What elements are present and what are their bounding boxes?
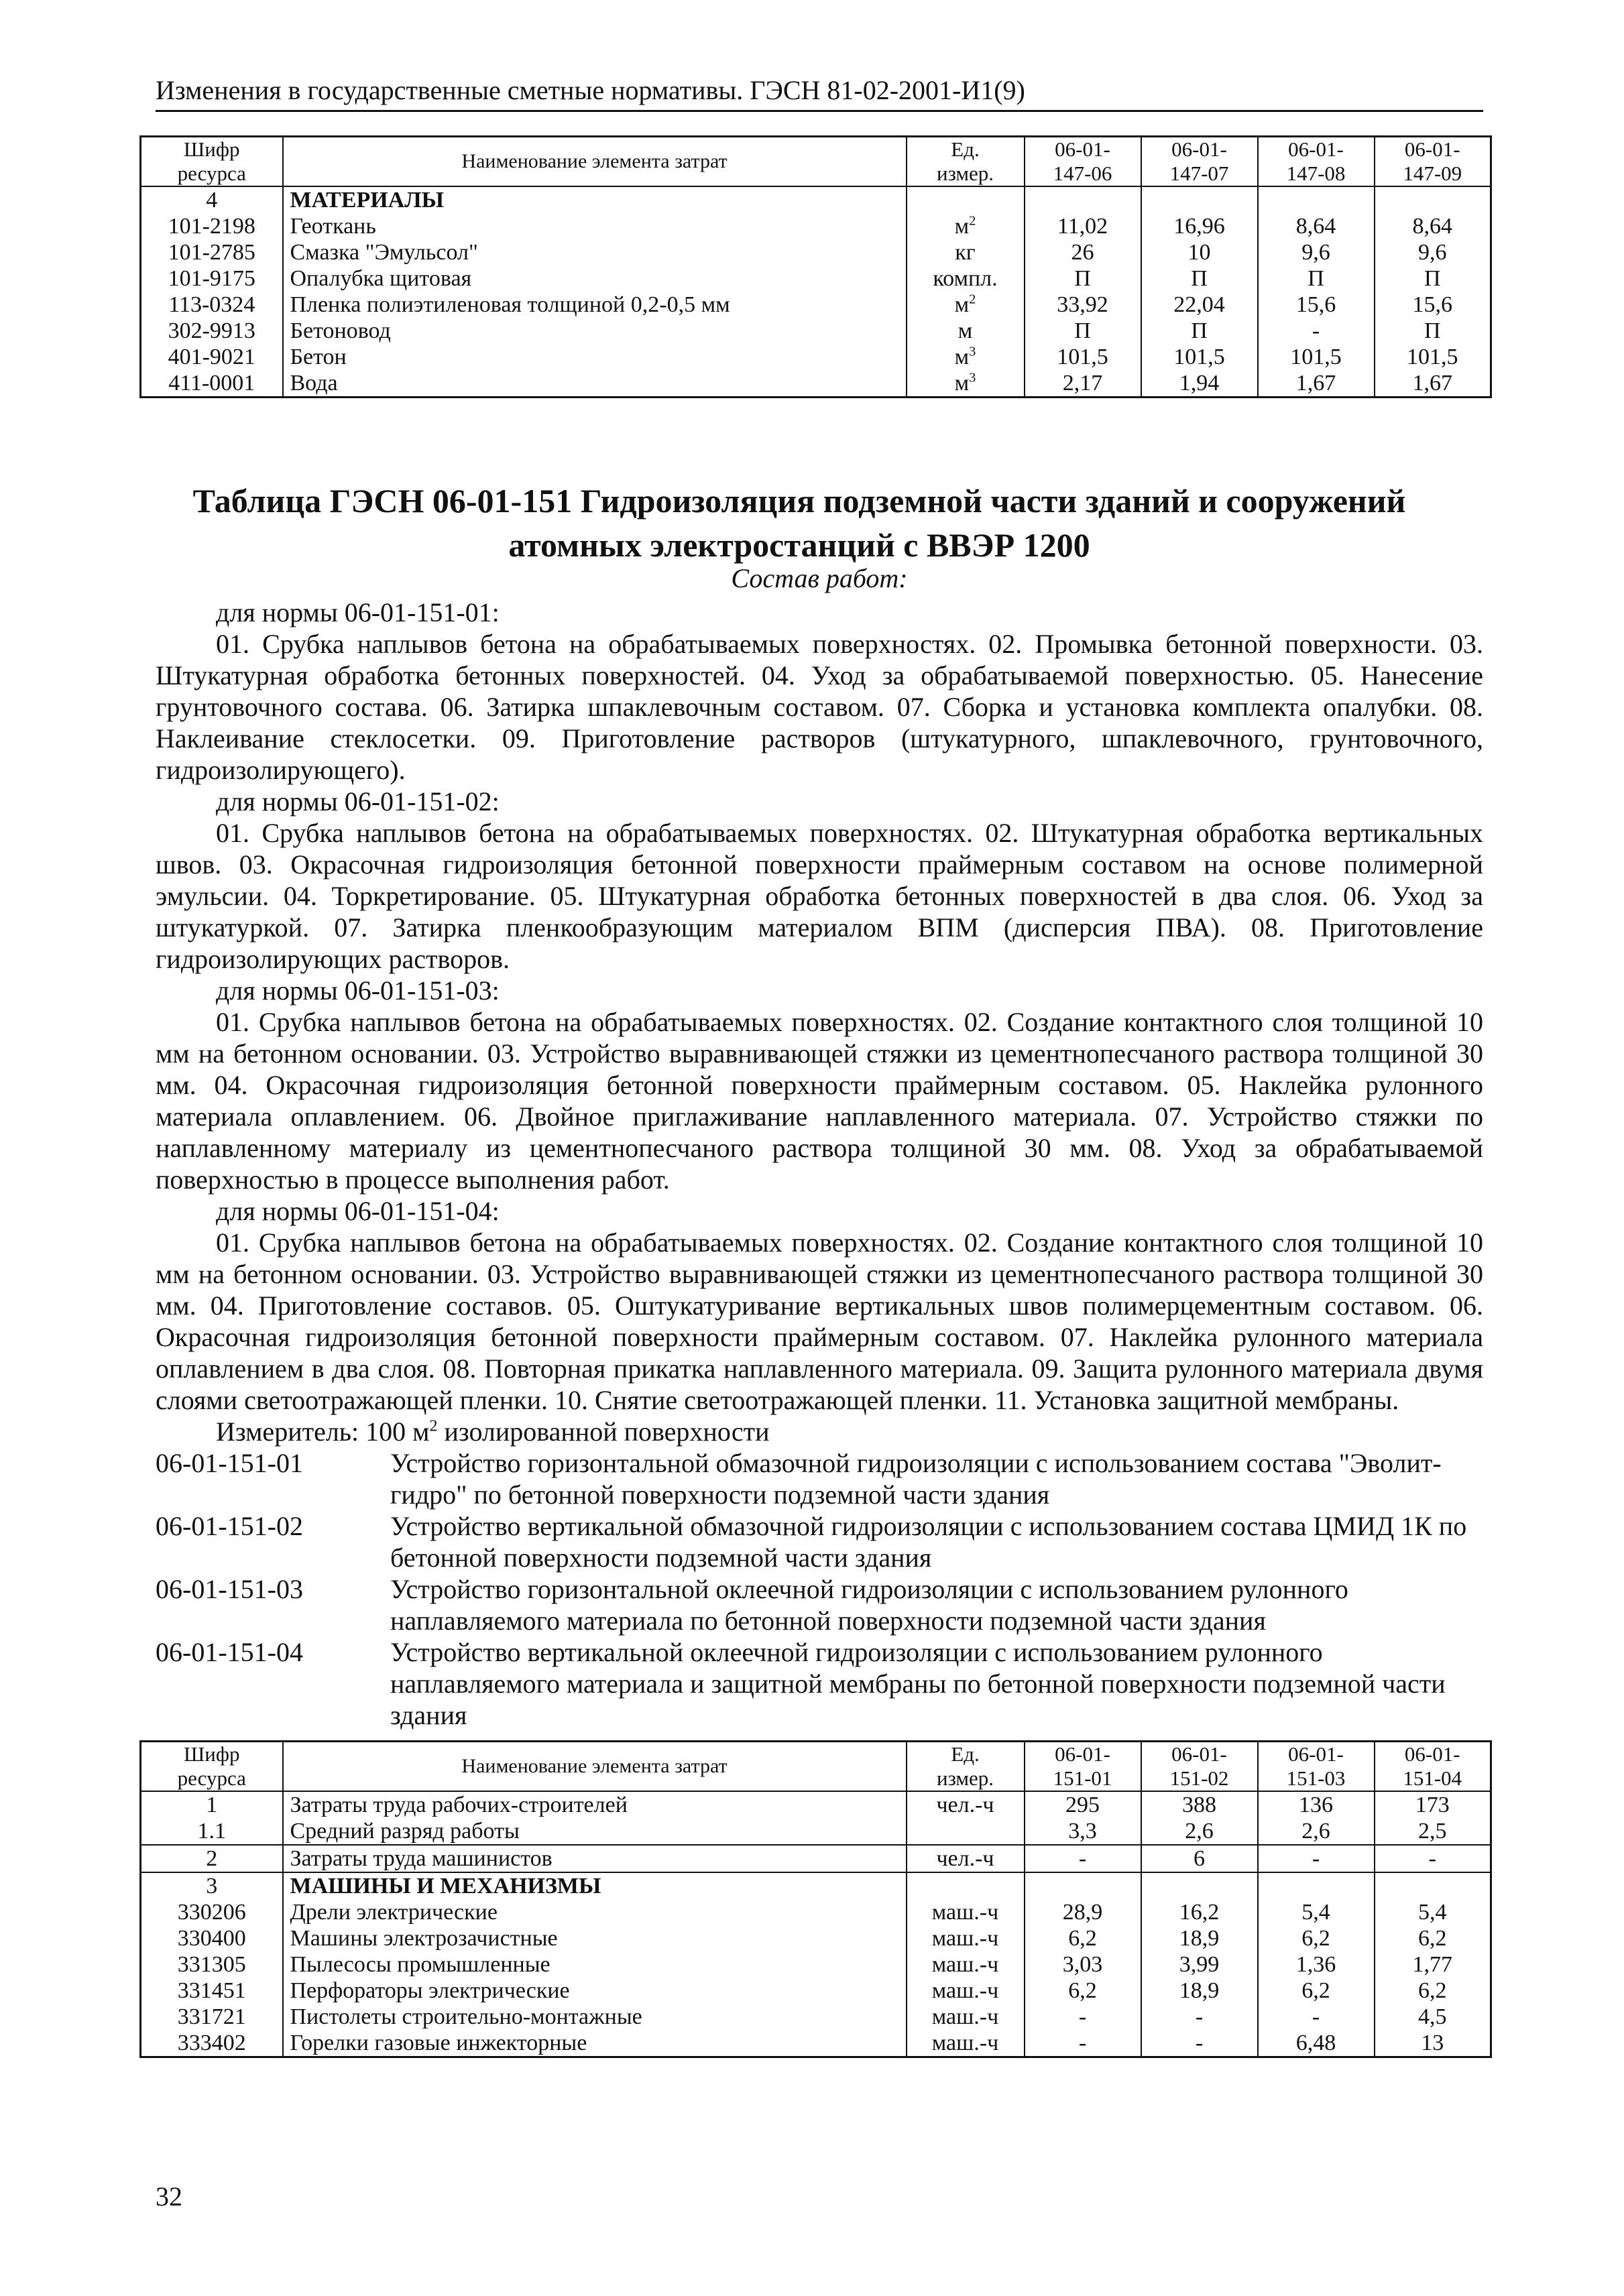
norm-value: 173 <box>1375 1791 1491 1818</box>
norm-value <box>1025 1872 1141 1899</box>
table-row <box>141 318 1491 344</box>
table-row <box>141 344 1491 370</box>
works-paragraph: 01. Срубка наплывов бетона на обрабатываемых поверхностях. 02. Создание контактного слоя толщиной 10 мм на бетонном основании. 03. Устройство выравнивающей стяжки из цементнопесчаного раствора толщиной 30 мм. 04. Окрасочная гидроизоляция бетонной поверхности праймерным составом. 05. Наклейка рулонного материала оплавлением. 06. Двойное приглаживание наплавленного материала. 07. Устройство стяжки по наплавленному материалу из цементнопесчаного раствора толщиной 30 мм. 08. Уход за обрабатываемой поверхностью в процессе выполнения работ. <box>156 1007 1483 1195</box>
norm-value: П <box>1141 318 1258 344</box>
norm-value: 2,5 <box>1375 1818 1491 1845</box>
norm-value: 6,2 <box>1258 1925 1375 1951</box>
column-header: 06-01- 151-01 <box>1025 1742 1141 1792</box>
norm-value: - <box>1025 1845 1141 1872</box>
norm-label: для нормы 06-01-151-04: <box>216 1196 500 1226</box>
unit <box>907 1872 1025 1899</box>
table-row <box>141 1951 1491 1978</box>
resources-table <box>139 1740 1492 2058</box>
cost-element-name: Пленка полиэтиленовая толщиной 0,2-0,5 мм <box>283 292 907 318</box>
page-number: 32 <box>156 2181 182 2212</box>
norm-label: для нормы 06-01-151-01: <box>216 597 500 627</box>
norm-value: 1,67 <box>1258 370 1375 398</box>
unit: $м^3$ <box>907 344 1025 370</box>
norm-value: - <box>1141 2004 1258 2030</box>
table-row <box>141 1818 1491 1845</box>
cost-element-name: МАШИНЫ И МЕХАНИЗМЫ <box>283 1872 907 1899</box>
norm-value: 15,6 <box>1375 292 1491 318</box>
resource-code: 333402 <box>141 2030 283 2057</box>
norm-value: 6,2 <box>1025 1978 1141 2004</box>
norm-value <box>1375 1872 1491 1899</box>
norm-code: 06-01-151-01 <box>156 1448 303 1478</box>
resource-code: 3 <box>141 1872 283 1899</box>
norm-description: Устройство горизонтальной обмазочной гидроизоляции с использованием состава "Эволит-гидро" по бетонной поверхности подземной части здания <box>390 1448 1442 1510</box>
cost-element-name: Смазка "Эмульсол" <box>283 239 907 265</box>
norm-row <box>156 1510 1483 1573</box>
column-header: Наименование элемента затрат <box>283 1742 907 1792</box>
norm-row <box>156 1573 1483 1636</box>
norm-value: - <box>1025 2030 1141 2057</box>
table-row <box>141 239 1491 265</box>
resource-code: 101-2785 <box>141 239 283 265</box>
norm-value: П <box>1375 318 1491 344</box>
table-row <box>141 1845 1491 1872</box>
column-header: Шифр ресурса <box>141 1742 283 1792</box>
norm-value: - <box>1258 318 1375 344</box>
norm-value: 10 <box>1141 239 1258 265</box>
cost-element-name: Дрели электрические <box>283 1899 907 1925</box>
norm-value: 1,94 <box>1141 370 1258 398</box>
unit: чел.-ч <box>907 1845 1025 1872</box>
column-header: 06-01- 147-08 <box>1258 137 1375 187</box>
table-title-line-2: атомных электростанций с ВВЭР 1200 <box>508 526 1090 564</box>
resource-code: 302-9913 <box>141 318 283 344</box>
column-header: 06-01- 151-03 <box>1258 1742 1375 1792</box>
unit: маш.-ч <box>907 1951 1025 1978</box>
works-paragraph: 01. Срубка наплывов бетона на обрабатываемых поверхностях. 02. Промывка бетонной поверхности. 03. Штукатурная обработка бетонных поверхностей. 04. Уход за обрабатываемой поверхностью. 05. Нанесение грунтовочного состава. 06. Затирка шпаклевочным составом. 07. Сборка и установка комплекта опалубки. 08. Наклеивание стеклосетки. 09. Приготовление растворов (штукатурного, шпаклевочного, грунтовочного, гидроизолирующего). <box>156 629 1483 785</box>
materials-table <box>139 135 1492 398</box>
resource-code: 101-9175 <box>141 265 283 292</box>
norm-code: 06-01-151-04 <box>156 1637 303 1667</box>
norm-value: - <box>1258 2004 1375 2030</box>
table-row <box>141 1978 1491 2004</box>
norm-value: - <box>1375 1845 1491 1872</box>
norm-label: для нормы 06-01-151-03: <box>216 975 500 1006</box>
column-header: 06-01- 147-07 <box>1141 137 1258 187</box>
norm-value: - <box>1141 2030 1258 2057</box>
norm-value: - <box>1258 1845 1375 1872</box>
cost-element-name: Пистолеты строительно-монтажные <box>283 2004 907 2030</box>
table-title <box>156 479 1443 567</box>
column-header: Ед. измер. <box>907 1742 1025 1792</box>
unit: м <box>907 318 1025 344</box>
norm-value: 3,99 <box>1141 1951 1258 1978</box>
resource-code: 330206 <box>141 1899 283 1925</box>
norm-value: 16,2 <box>1141 1899 1258 1925</box>
norm-value: 1,67 <box>1375 370 1491 398</box>
norm-value: 136 <box>1258 1791 1375 1818</box>
norm-value <box>1375 186 1491 213</box>
norm-value: П <box>1375 265 1491 292</box>
cost-element-name: Геоткань <box>283 213 907 239</box>
norm-value: 4,5 <box>1375 2004 1491 2030</box>
norm-value: П <box>1025 318 1141 344</box>
norm-value: - <box>1025 2004 1141 2030</box>
norm-value: П <box>1258 265 1375 292</box>
norm-value: 101,5 <box>1375 344 1491 370</box>
norm-value: П <box>1025 265 1141 292</box>
resource-code: 330400 <box>141 1925 283 1951</box>
norm-value <box>1141 1872 1258 1899</box>
norm-code: 06-01-151-03 <box>156 1574 303 1604</box>
norm-value: 388 <box>1141 1791 1258 1818</box>
norm-value: 28,9 <box>1025 1899 1141 1925</box>
resource-code: 1 <box>141 1791 283 1818</box>
norm-value <box>1141 186 1258 213</box>
column-header: Наименование элемента затрат <box>283 137 907 187</box>
norm-value: П <box>1141 265 1258 292</box>
norm-value <box>1258 186 1375 213</box>
norm-code: 06-01-151-02 <box>156 1511 303 1541</box>
norm-value: 2,6 <box>1258 1818 1375 1845</box>
norm-value: 2,6 <box>1141 1818 1258 1845</box>
norm-value: 1,77 <box>1375 1951 1491 1978</box>
table-row <box>141 1791 1491 1818</box>
unit: кг <box>907 239 1025 265</box>
table-row <box>141 186 1491 213</box>
cost-element-name: Бетоновод <box>283 318 907 344</box>
unit <box>907 1818 1025 1845</box>
norm-value: 8,64 <box>1258 213 1375 239</box>
norm-description: Устройство вертикальной обмазочной гидроизоляции с использованием состава ЦМИД 1К по бетонной поверхности подземной части здания <box>390 1511 1467 1573</box>
unit: компл. <box>907 265 1025 292</box>
resource-code: 1.1 <box>141 1818 283 1845</box>
norm-value: 6,2 <box>1375 1978 1491 2004</box>
norm-value: 22,04 <box>1141 292 1258 318</box>
cost-element-name: Пылесосы промышленные <box>283 1951 907 1978</box>
running-header: Изменения в государственные сметные нормативы. ГЭСН 81-02-2001-И1(9) <box>156 74 1483 112</box>
norm-value: 5,4 <box>1375 1899 1491 1925</box>
resource-code: 331451 <box>141 1978 283 2004</box>
resource-code: 331305 <box>141 1951 283 1978</box>
works-paragraph: 01. Срубка наплывов бетона на обрабатываемых поверхностях. 02. Штукатурная обработка вертикальных швов. 03. Окрасочная гидроизоляция бетонной поверхности праймерным составом на основе полимерной эмульсии. 04. Торкретирование. 05. Штукатурная обработка бетонных поверхностей в два слоя. 06. Уход за штукатуркой. 07. Затирка пленкообразующим материалом ВПМ (дисперсия ПВА). 08. Приготовление гидроизолирующих растворов. <box>156 818 1483 974</box>
column-header: 06-01- 151-02 <box>1141 1742 1258 1792</box>
norm-value <box>1258 1872 1375 1899</box>
cost-element-name: МАТЕРИАЛЫ <box>283 186 907 213</box>
norm-value: 16,96 <box>1141 213 1258 239</box>
table-title-line-1: Таблица ГЭСН 06-01-151 Гидроизоляция подземной части зданий и сооружений <box>192 482 1406 520</box>
cost-element-name: Вода <box>283 370 907 398</box>
resource-code: 401-9021 <box>141 344 283 370</box>
norms-list <box>156 1447 1483 1731</box>
norm-value: 6,2 <box>1025 1925 1141 1951</box>
unit <box>907 186 1025 213</box>
norm-label: для нормы 06-01-151-02: <box>216 786 500 817</box>
norm-value: 18,9 <box>1141 1925 1258 1951</box>
norm-value: 101,5 <box>1258 344 1375 370</box>
norm-value: 6,2 <box>1375 1925 1491 1951</box>
resource-code: 2 <box>141 1845 283 1872</box>
cost-element-name: Бетон <box>283 344 907 370</box>
norm-value: 8,64 <box>1375 213 1491 239</box>
norm-value: 6,48 <box>1258 2030 1375 2057</box>
works-paragraph: 01. Срубка наплывов бетона на обрабатываемых поверхностях. 02. Создание контактного слоя толщиной 10 мм на бетонном основании. 03. Устройство выравнивающей стяжки из цементнопесчаного раствора толщиной 30 мм. 04. Приготовление составов. 05. Оштукатуривание вертикальных швов полимерцементным составом. 06. Окрасочная гидроизоляция бетонной поверхности праймерным составом. 07. Наклейка рулонного материала оплавлением в два слоя. 08. Повторная прикатка наплавленного материала. 09. Защита рулонного материала двумя слоями светоотражающей пленки. 10. Снятие светоотражающей пленки. 11. Установка защитной мембраны. <box>156 1227 1483 1415</box>
norm-value <box>1025 186 1141 213</box>
works-subtitle: Состав работ: <box>731 563 908 593</box>
norm-value: 18,9 <box>1141 1978 1258 2004</box>
norm-value: 295 <box>1025 1791 1141 1818</box>
unit: маш.-ч <box>907 2004 1025 2030</box>
norm-value: 15,6 <box>1258 292 1375 318</box>
norm-value: 6,2 <box>1258 1978 1375 2004</box>
table-row <box>141 2030 1491 2057</box>
norm-value: 9,6 <box>1258 239 1375 265</box>
norm-value: 9,6 <box>1375 239 1491 265</box>
norm-value: 33,92 <box>1025 292 1141 318</box>
norm-value: 5,4 <box>1258 1899 1375 1925</box>
resource-code: 101-2198 <box>141 213 283 239</box>
works-composition <box>156 597 1483 1447</box>
norm-value: 1,36 <box>1258 1951 1375 1978</box>
unit: маш.-ч <box>907 1899 1025 1925</box>
unit: маш.-ч <box>907 1925 1025 1951</box>
cost-element-name: Опалубка щитовая <box>283 265 907 292</box>
norm-value: 2,17 <box>1025 370 1141 398</box>
norm-value: 3,3 <box>1025 1818 1141 1845</box>
cost-element-name: Машины электрозачистные <box>283 1925 907 1951</box>
norm-description: Устройство вертикальной оклеечной гидроизоляции с использованием рулонного наплавляемого материала и защитной мембраны по бетонной поверхности подземной части здания <box>390 1637 1446 1730</box>
column-header: Ед. измер. <box>907 137 1025 187</box>
norm-row <box>156 1447 1483 1510</box>
unit: $м^2$ <box>907 292 1025 318</box>
unit: маш.-ч <box>907 1978 1025 2004</box>
column-header: 06-01- 147-09 <box>1375 137 1491 187</box>
column-header: Шифр ресурса <box>141 137 283 187</box>
table-row <box>141 370 1491 398</box>
table-row <box>141 1925 1491 1951</box>
resource-code: 411-0001 <box>141 370 283 398</box>
column-header: 06-01- 147-06 <box>1025 137 1141 187</box>
unit: чел.-ч <box>907 1791 1025 1818</box>
table-row <box>141 213 1491 239</box>
resource-code: 4 <box>141 186 283 213</box>
norm-value: 3,03 <box>1025 1951 1141 1978</box>
table-row <box>141 292 1491 318</box>
resource-code: 113-0324 <box>141 292 283 318</box>
table-row <box>141 2004 1491 2030</box>
table-row <box>141 265 1491 292</box>
table-row <box>141 1899 1491 1925</box>
resource-code: 331721 <box>141 2004 283 2030</box>
norm-value: 11,02 <box>1025 213 1141 239</box>
norm-value: 101,5 <box>1141 344 1258 370</box>
unit: маш.-ч <box>907 2030 1025 2057</box>
cost-element-name: Затраты труда машинистов <box>283 1845 907 1872</box>
norm-value: 13 <box>1375 2030 1491 2057</box>
norm-value: 26 <box>1025 239 1141 265</box>
measure-unit: Измеритель: 100 $м^2$ изолированной поверхности <box>216 1416 770 1447</box>
unit: $м^2$ <box>907 213 1025 239</box>
cost-element-name: Затраты труда рабочих-строителей <box>283 1791 907 1818</box>
unit: $м^3$ <box>907 370 1025 398</box>
column-header: 06-01- 151-04 <box>1375 1742 1491 1792</box>
cost-element-name: Средний разряд работы <box>283 1818 907 1845</box>
norm-value: 6 <box>1141 1845 1258 1872</box>
table-row <box>141 1872 1491 1899</box>
cost-element-name: Перфораторы электрические <box>283 1978 907 2004</box>
norm-value: 101,5 <box>1025 344 1141 370</box>
norm-description: Устройство горизонтальной оклеечной гидроизоляции с использованием рулонного наплавляемого материала по бетонной поверхности подземной части здания <box>390 1574 1348 1636</box>
norm-row <box>156 1636 1483 1731</box>
cost-element-name: Горелки газовые инжекторные <box>283 2030 907 2057</box>
